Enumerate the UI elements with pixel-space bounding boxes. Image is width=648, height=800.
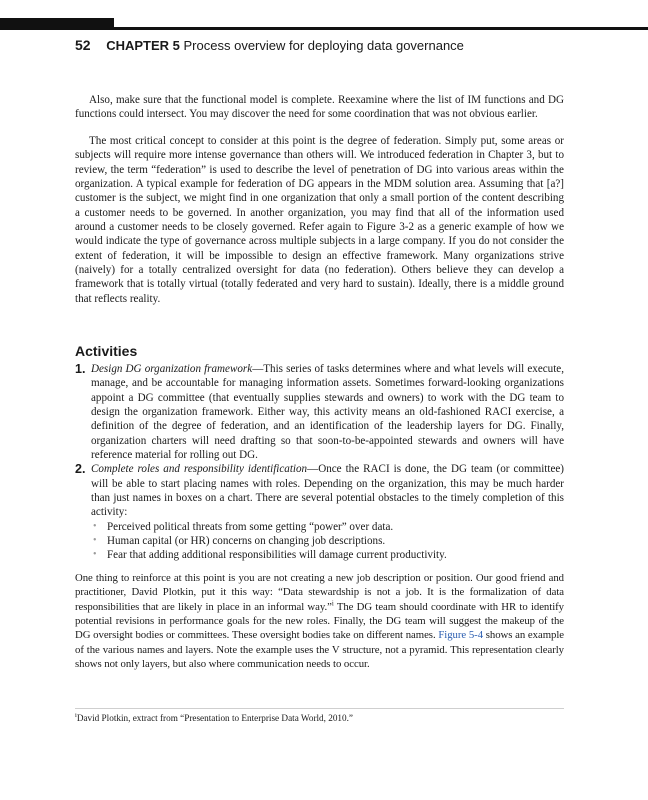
page-number: 52 <box>75 37 91 53</box>
paragraph-reinforce <box>75 571 564 671</box>
closing-text-part3: shows an example of the various names and layers. Note the example uses the V structure, not a pyramid. This representation clearly shows not only layers, but also where communication needs to occur. <box>75 629 564 671</box>
intro-paragraph-block <box>75 93 564 122</box>
paragraph-federation: The most critical concept to consider at this point is the degree of federation. Simply put, some areas or subjects will require more intense governance than others will. We introduced federation in Chapter 3, but to review, the term “federation” is used to describe the level of penetration of DG into various areas within the organization. A typical example for federation of DG appears in the MDM solution area. Assuming that [a?] customer is the subject, we might find in one organization that only a small portion of the content describing a customer needs to be governed. In another organization, you may find that all of the information used around a customer needs to be closely governed. Refer again to Figure 3-2 as a generic example of how we would indicate the type of governance across multiple subjects in a large company. If you do not consider the extent of federation, it will be impossible to design an effective framework. Many organizations strive (naively) for a totally centralized oversight for data (no federation). Others believe they can develop a framework that is totally virtual (totally federated and very hard to sustain). Ideally, there is a middle ground that reflects reality. <box>75 135 564 305</box>
footnote-mark: i <box>75 711 77 719</box>
activity-description: —Once the RACI is done, the DG team (or committee) will be able to start placing names with roles. Depending on the organization, this may be much harder than just names in boxes on a chart. There are several potential obstacles to the timely completion of this activity: <box>91 463 564 519</box>
activity-item <box>75 362 564 462</box>
federation-paragraph-block <box>75 134 564 306</box>
bullet-item <box>91 548 564 562</box>
activity-title: Design DG organization framework <box>91 363 253 375</box>
activities-list <box>75 362 564 563</box>
bullet-icon: • <box>93 535 97 547</box>
footnote-text: David Plotkin, extract from “Presentation to Enterprise Data World, 2010.” <box>76 713 353 723</box>
footnote <box>75 712 564 724</box>
activity-item <box>75 462 564 562</box>
running-head <box>75 36 464 54</box>
activity-text <box>91 462 564 519</box>
header-rule <box>0 27 648 30</box>
bullet-text: Perceived political threats from some getting “power” over data. <box>107 520 394 533</box>
footnote-reference[interactable]: i <box>331 599 334 608</box>
bullet-item <box>91 534 564 548</box>
activity-description: —This series of tasks determines where and what levels will execute, manage, and be accountable for managing information assets. Sometimes forward-looking organizations appoint a DG committee (that eventually supplies stewards and owners) to work with the DG team to design the organization framework. Either way, this activity means an old-fashioned RACI exercise, a definition of the degree of federation, and an identification of the leadership layers for DG. Finally, organization charters will need drafting so that soon-to-be-appointed stewards and owners will have reference material for rolling out DG. <box>91 363 565 462</box>
paragraph-functional-model: Also, make sure that the functional model is complete. Reexamine where the list of IM functions and DG functions could intersect. You may discover the need for some coordination that was not obvious earlier. <box>75 94 564 121</box>
bullet-text: Fear that adding additional responsibilities will damage current productivity. <box>107 549 447 562</box>
obstacle-list <box>91 520 564 563</box>
bullet-icon: • <box>93 549 97 561</box>
activity-title: Complete roles and responsibility identification <box>91 463 308 476</box>
chapter-label: CHAPTER 5 <box>106 38 180 53</box>
bullet-text: Human capital (or HR) concerns on changing job descriptions. <box>107 535 386 548</box>
closing-text-part1: One thing to reinforce at this point is you are not creating a new job description or position. Our good friend and practitioner, David Plotkin, put it this way: “Data stewardship is not a job. It is the formalization of data responsibilities that are likely in place in an informal way.” <box>75 572 564 613</box>
bullet-icon: • <box>93 520 97 532</box>
closing-paragraph-block <box>75 571 564 671</box>
activities-heading: Activities <box>75 343 138 359</box>
activity-number: 2. <box>75 462 86 477</box>
bullet-item <box>91 520 564 534</box>
activity-number: 1. <box>75 362 86 376</box>
footnote-divider <box>75 708 564 709</box>
activity-text <box>91 362 564 462</box>
closing-text-part2: The DG team should coordinate with HR to identify potential revisions in performance goals for the new roles. Finally, the DG team will suggest the makeup of the DG oversight bodies or committees. These oversight bodies take on different names. <box>75 600 564 642</box>
chapter-title: Process overview for deploying data governance <box>183 38 464 53</box>
figure-link[interactable]: Figure 5-4 <box>438 629 484 642</box>
